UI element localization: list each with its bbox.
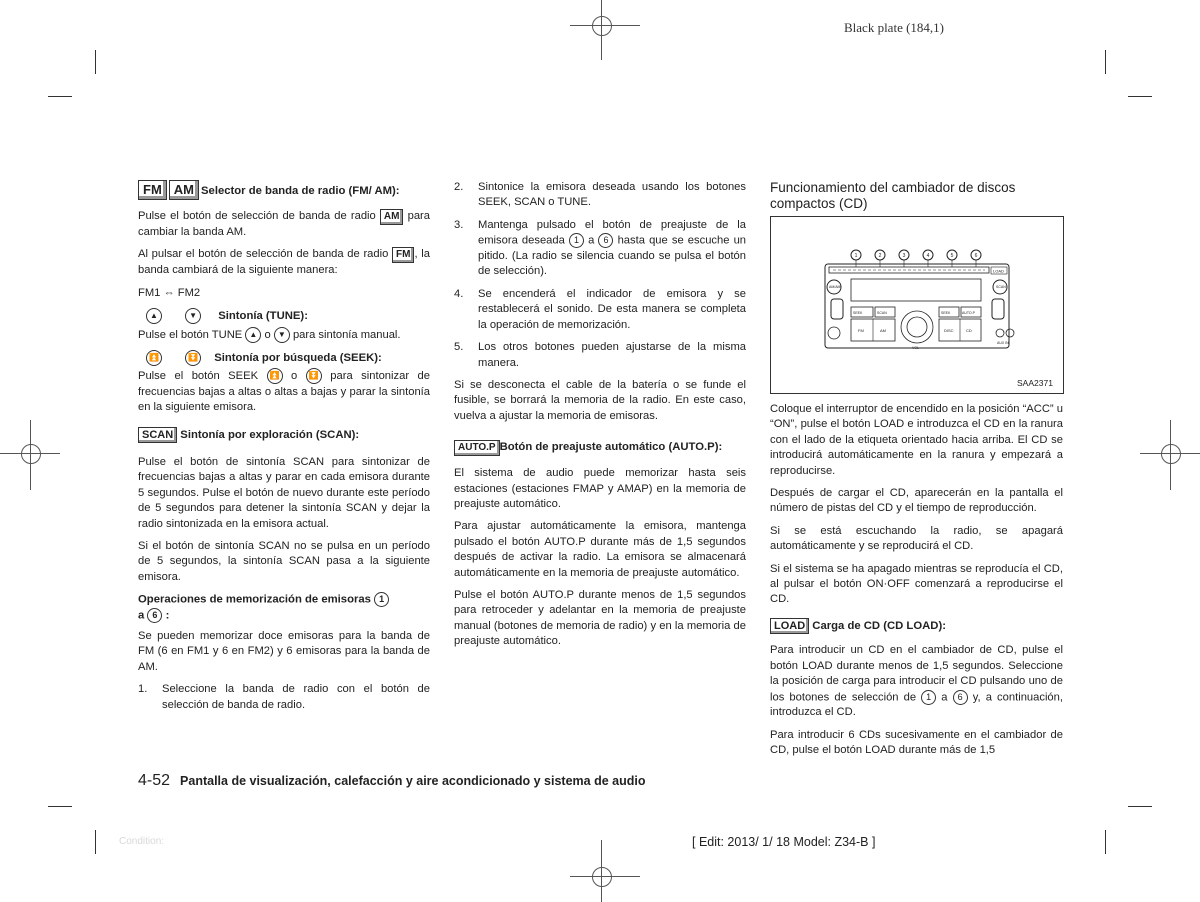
registration-mark-top (570, 0, 640, 60)
list-item: 3. Mantenga pulsado el botón de preajuste de la emisora deseada 1 a 6 hasta que se escuche un pitido. (La radio se silencia cuando se pulsa el botón de selección). (454, 218, 747, 278)
preset-1-icon: 1 (921, 690, 936, 705)
tune-up-icon: ▲ (245, 327, 261, 343)
registration-mark-bottom (570, 840, 640, 902)
am-key-icon: AM (169, 180, 199, 200)
autop-label: AUTO.P (962, 311, 975, 315)
load-text: Para introducir un CD en el cambiador de CD, pulse el botón LOAD durante menos de 1,5 segundos. Seleccione la posición de carga para introducir el CD pulsando uno de los botones de selección de (770, 644, 1063, 703)
preset-label: 1 (854, 253, 858, 259)
cd-player-figure (770, 216, 1064, 394)
cd-paragraph: Para introducir 6 CDs sucesivamente en el cambiador de CD, pulse el botón LOAD durante más de 1,5 (770, 728, 1063, 757)
load-text: a (941, 690, 948, 703)
cd-player-illustration (771, 217, 1063, 393)
seek-text: para sintonizar de frecuencias bajas a altas o altas a bajas y parar la sintonía en la siguiente emisora. (138, 370, 430, 414)
preset-label: 4 (926, 253, 930, 259)
memory-heading: Operaciones de memorización de emisoras (138, 593, 371, 606)
cd-paragraph: Coloque el interruptor de encendido en la posición “ACC” u “ON”, pulse el botón LOAD e introduzca el CD en la ranura con el lado de la etiqueta orientado hacia arriba. El CD se introducirá automáticamente en la ranura y empezará a reproducirse. (770, 403, 1063, 477)
cd-paragraph: Después de cargar el CD, aparecerán en la pantalla el número de pistas del CD y el tiempo de reproducción. (770, 487, 1063, 515)
column-1 (138, 180, 430, 720)
preset-6-icon: 6 (147, 608, 162, 623)
registration-mark-right (1140, 420, 1200, 490)
preset-1-icon: 1 (374, 592, 389, 607)
memory-heading: : (165, 609, 170, 622)
seek-label: SEEK (941, 311, 951, 315)
autop-paragraph: Para ajustar automáticamente la emisora, mantenga pulsado el botón AUTO.P durante más de 1,5 segundos después de activar la radio. La emisora se almacenará automáticamente en la memoria de preajuste automático. (454, 520, 746, 579)
am-key-icon: AM (380, 209, 404, 225)
preset-6-icon: 6 (953, 690, 968, 705)
crop-mark (95, 830, 96, 854)
band-text: , la banda cambiará de la siguiente manera: (138, 248, 430, 277)
disc-label: DISC (944, 328, 954, 333)
crop-mark (1128, 806, 1152, 807)
registration-mark-left (0, 420, 60, 490)
column-2 (454, 180, 746, 657)
fm-label: FM (858, 328, 864, 333)
tune-up-icon: ▲ (146, 308, 162, 324)
preset-label: 5 (950, 253, 954, 259)
column-3 (770, 180, 1063, 212)
band-text: Pulse el botón de selección de banda de radio (138, 210, 376, 222)
scan-key-icon: SCAN (138, 427, 177, 443)
scan-heading: Sintonía por exploración (SCAN): (180, 429, 360, 442)
load-text: y, a continuación, introduzca el CD. (770, 690, 1063, 719)
am-label: AM/AM (829, 285, 841, 289)
condition-label: Condition: (119, 836, 165, 847)
band-heading: Selector de banda de radio (FM/ AM): (201, 185, 400, 197)
cd-paragraph: Si se está escuchando la radio, se apagará automáticamente y se reproducirá el CD. (770, 524, 1063, 553)
autop-heading: Botón de preajuste automático (AUTO.P): (499, 441, 723, 454)
crop-mark (1105, 50, 1106, 74)
preset-label: 2 (878, 253, 882, 259)
page-number: 4-52 (138, 772, 171, 789)
tune-heading: Sintonía (TUNE): (218, 310, 308, 323)
list-item: 4. Se encenderá el indicador de emisora y se restablecerá el sonido. De esta manera se completa la operación de memorización. (454, 287, 746, 331)
preset-1-icon: 1 (569, 233, 584, 248)
seek-up-icon: ⏫ (146, 350, 162, 366)
am-small-label: AM (880, 328, 886, 333)
seek-heading: Sintonía por búsqueda (SEEK): (214, 351, 382, 364)
scan-label: SCAN (996, 285, 1006, 289)
fm-cycle: FM1 ⇔ FM2 (138, 286, 201, 299)
section-title: Pantalla de visualización, calefacción y aire acondicionado y sistema de audio (180, 774, 646, 788)
crop-mark (48, 806, 72, 807)
load-label: LOAD (993, 268, 1004, 274)
tune-text: Pulse el botón TUNE (138, 328, 243, 341)
load-heading: Carga de CD (CD LOAD): (812, 619, 946, 632)
memory-heading: a (138, 609, 145, 622)
fm-key-icon: FM (392, 247, 414, 263)
seek-label: SEEK (853, 311, 863, 315)
figure-label: SAA2371 (1017, 378, 1053, 388)
crop-mark (1105, 830, 1106, 854)
edit-info: [ Edit: 2013/ 1/ 18 Model: Z34-B ] (692, 835, 876, 849)
cd-label: CD (966, 328, 972, 333)
tune-text: para sintonía manual. (292, 328, 401, 341)
fm-key-icon: FM (138, 180, 167, 200)
crop-mark (1128, 96, 1152, 97)
cd-title: Funcionamiento del cambiador de discos compactos (CD) (770, 180, 1016, 211)
battery-paragraph: Si se desconecta el cable de la batería o se funde el fusible, se borrará la memoria de la radio. En este caso, vuelva a ajustar la memoria de emisoras. (454, 378, 746, 422)
band-text: para cambiar la banda AM. (138, 210, 431, 238)
preset-label: 3 (902, 253, 906, 259)
cd-paragraph: Si el sistema se ha apagado mientras se reproducía el CD, al pulsar el botón ON·OFF comenzará a reproducirse el CD. (770, 562, 1063, 606)
autop-paragraph: Pulse el botón AUTO.P durante menos de 1,5 segundos para retroceder y adelantar en la memoria de preajuste manual (botones de memoria de radio) y en la memoria de preajuste automático. (454, 588, 746, 648)
seek-down-icon: ⏬ (306, 368, 322, 384)
seek-text: o (291, 370, 298, 383)
seek-up-icon: ⏫ (267, 368, 283, 384)
vol-label: VOL (912, 346, 920, 350)
scan-paragraph: Si el botón de sintonía SCAN no se pulsa en un período de 5 segundos, la sintonía SCAN pasa a la siguiente emisora. (138, 539, 430, 583)
list-item: 2. Sintonice la emisora deseada usando los botones SEEK, SCAN o TUNE. (454, 181, 746, 209)
list-item: 5. Los otros botones pueden ajustarse de la misma manera. (454, 341, 746, 369)
tune-text: o (264, 328, 271, 341)
crop-mark (95, 50, 96, 74)
preset-6-icon: 6 (598, 233, 613, 248)
plate-label: Black plate (184,1) (844, 20, 944, 35)
tune-down-icon: ▼ (185, 308, 201, 324)
list-item: 1. Seleccione la banda de radio con el botón de selección de banda de radio. (138, 683, 430, 711)
band-text: Al pulsar el botón de selección de banda de radio (138, 248, 389, 261)
scan-paragraph: Pulse el botón de sintonía SCAN para sintonizar de frecuencias bajas a altas y parar en cada emisora durante 5 segundos. Pulse el botón de nuevo durante este período de 5 segundos para detener la sintonía SCAN y dejar la radio sintonizada en la emisora actual. (138, 455, 430, 530)
auto-p-key-icon: AUTO.P (454, 440, 500, 456)
seek-text: Pulse el botón SEEK (138, 370, 259, 383)
autop-paragraph: El sistema de audio puede memorizar hasta seis estaciones (estaciones FMAP y AMAP) en la memoria de preajuste automático. (454, 467, 746, 510)
tune-down-icon: ▼ (274, 327, 290, 343)
load-key-icon: LOAD (770, 618, 809, 634)
aux-label: AUX IN (997, 341, 1009, 345)
footer-title (138, 772, 645, 790)
crop-mark (48, 96, 72, 97)
column-3-body (770, 402, 1063, 766)
preset-label: 6 (974, 253, 978, 259)
scan-small-label: SCAN (877, 311, 887, 315)
seek-down-icon: ⏬ (185, 350, 201, 366)
memory-paragraph: Se pueden memorizar doce emisoras para la banda de FM (6 en FM1 y 6 en FM2) y 6 emisoras para la banda de AM. (138, 629, 430, 673)
